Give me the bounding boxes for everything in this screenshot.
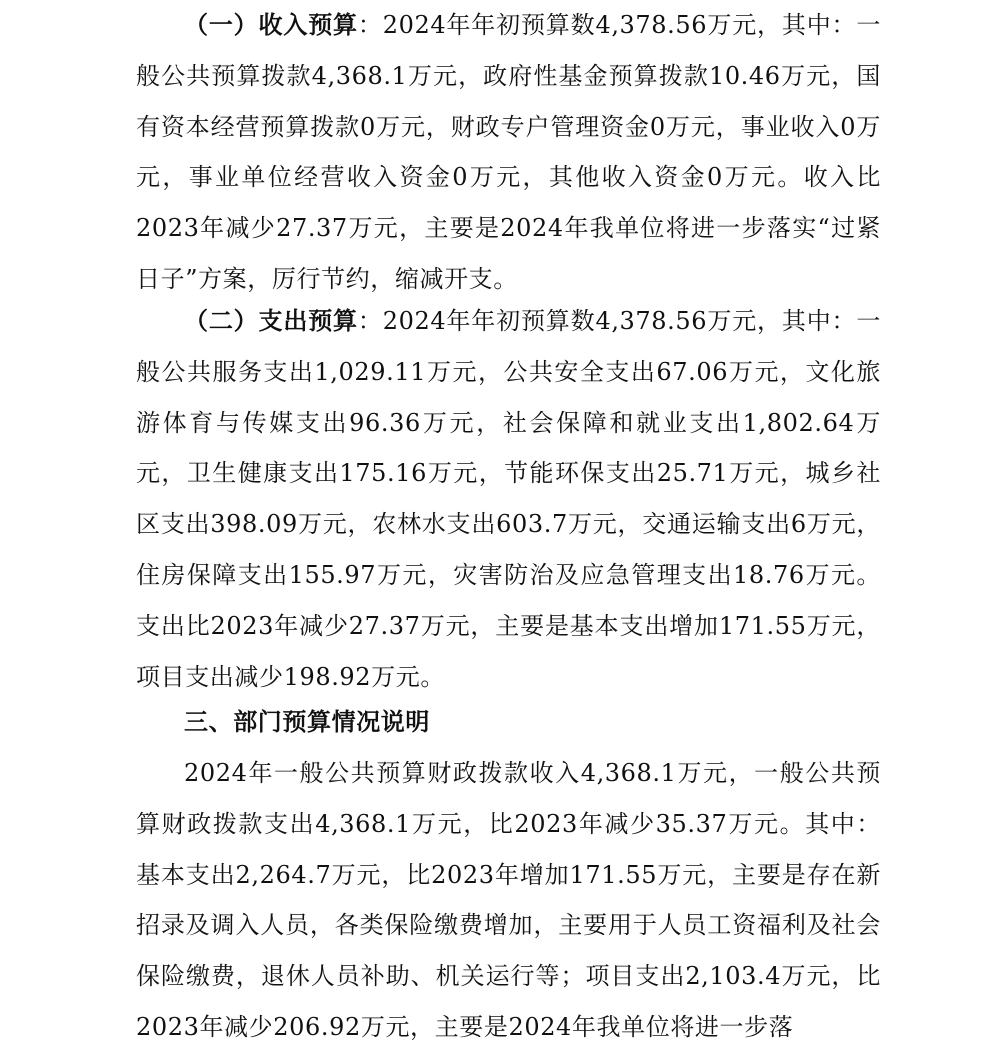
income-budget-text: ：2024年年初预算数4,378.56万元，其中：一般公共预算拨款4,368.1万元，政府性基金预算拨款10.46万元，国有资本经营预算拨款0万元，财政专户管理资金0万元，事业收入0万元，事业单位经营收入资金0万元，其他收入资金0万元。收入比2023年减少27.37万元，主要是2024年我单位将进一步落实“过紧日子”方案，厉行节约，缩减开支。 <box>136 11 881 293</box>
section-body-paragraph: 2024年一般公共预算财政拨款收入4,368.1万元，一般公共预算财政拨款支出4,368.1万元，比2023年减少35.37万元。其中：基本支出2,264.7万元，比2023年增加171.55万元，主要是存在新招录及调入人员，各类保险缴费增加，主要用于人员工资福利及社会保险缴费，退休人员补助、机关运行等；项目支出2,103.4万元，比2023年减少206.92万元，主要是2024年我单位将进一步落 <box>136 759 881 1041</box>
expenditure-budget-paragraph <box>136 296 881 702</box>
section-heading: 三、部门预算情况说明 <box>184 708 430 736</box>
income-budget-paragraph <box>136 0 881 305</box>
income-budget-lead: （一）收入预算 <box>184 10 358 39</box>
expenditure-budget-block <box>136 296 881 702</box>
section-body-block <box>136 748 881 1053</box>
expenditure-budget-lead: （二）支出预算 <box>184 306 358 335</box>
expenditure-budget-text: ：2024年年初预算数4,378.56万元，其中：一般公共服务支出1,029.11万元，公共安全支出67.06万元，文化旅游体育与传媒支出96.36万元，社会保障和就业支出1,802.64万元，卫生健康支出175.16万元，节能环保支出25.71万元，城乡社区支出398.09万元，农林水支出603.7万元，交通运输支出6万元，住房保障支出155.97万元，灾害防治及应急管理支出18.76万元。支出比2023年减少27.37万元，主要是基本支出增加171.55万元，项目支出减少198.92万元。 <box>136 307 881 691</box>
income-budget-block <box>136 0 881 305</box>
